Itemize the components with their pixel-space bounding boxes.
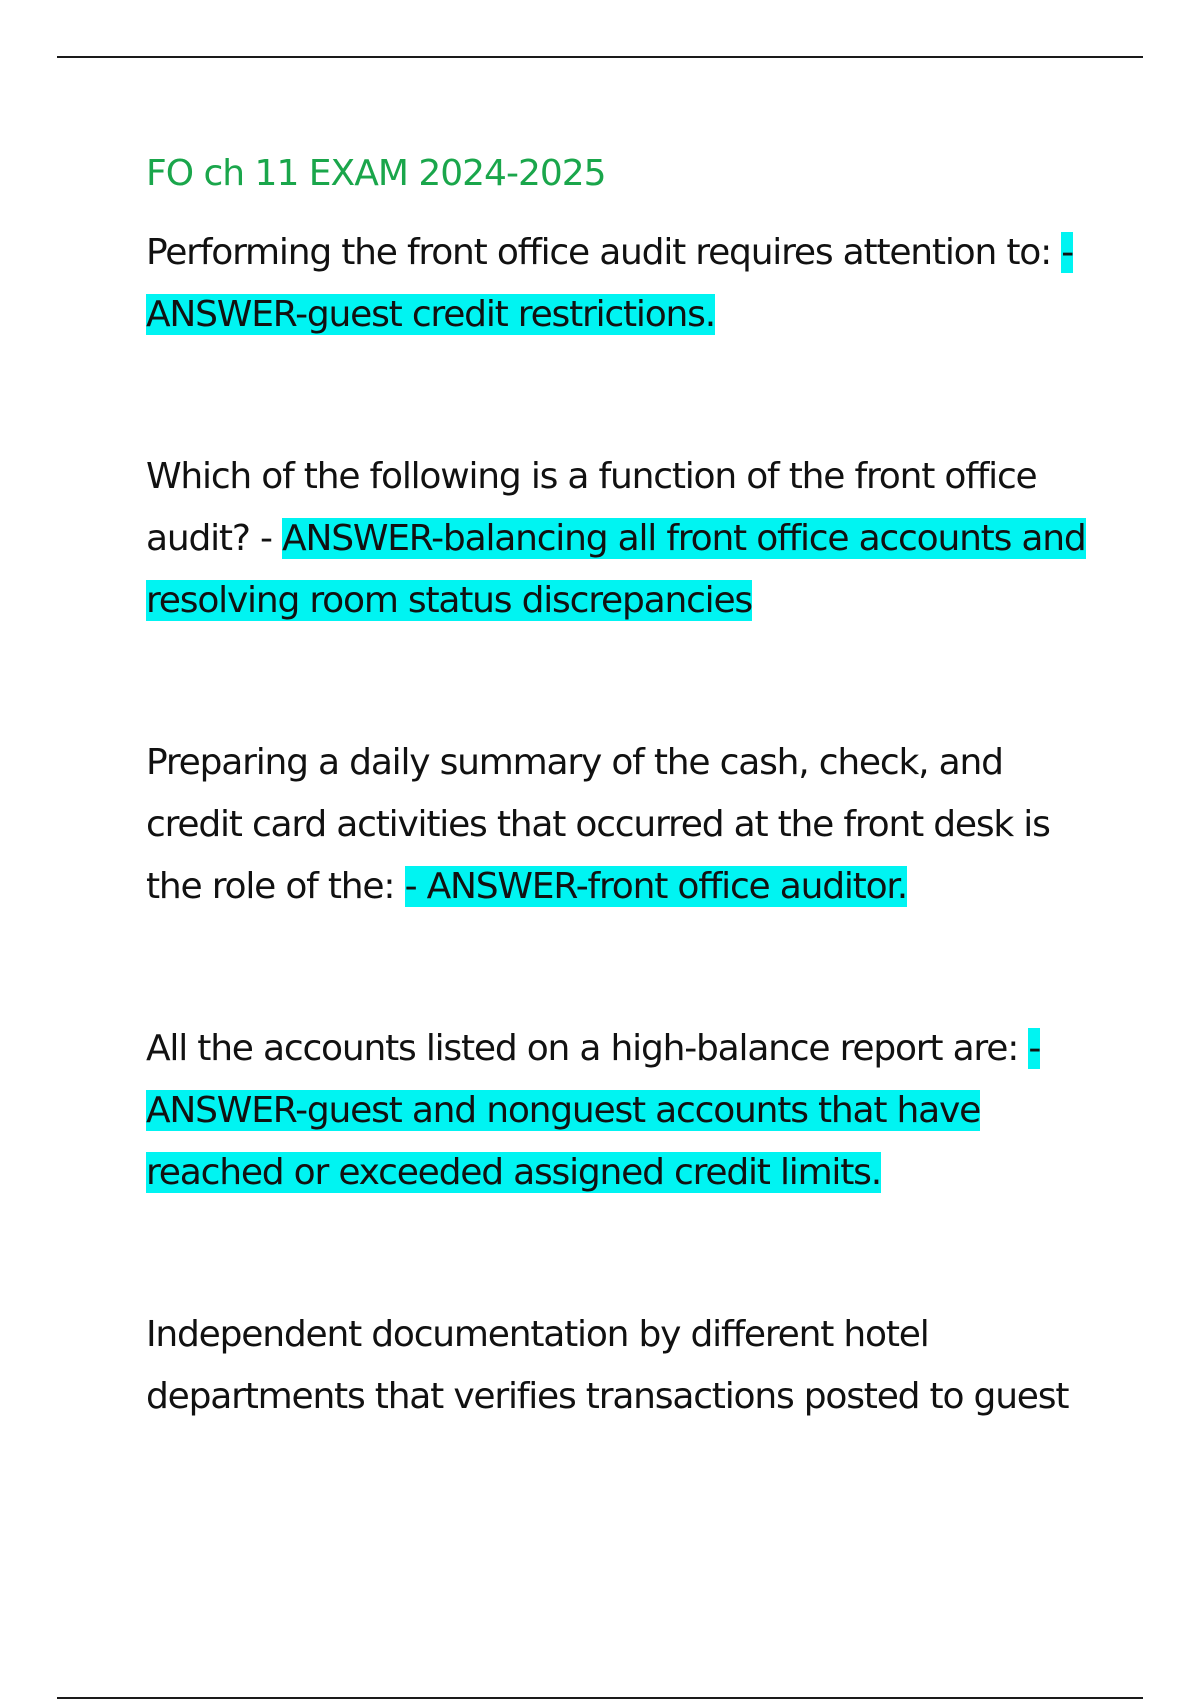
header-rule <box>57 56 1143 58</box>
document-body <box>146 150 1096 1428</box>
qa-item-3 <box>146 732 1096 918</box>
qa-item-2 <box>146 446 1096 632</box>
footer-rule <box>57 1697 1143 1699</box>
question-text: Performing the front office audit requires attention to: <box>146 232 1062 273</box>
answer-highlight: - ANSWER-front office auditor. <box>404 866 907 907</box>
qa-item-1 <box>146 222 1096 346</box>
answer-highlight: - ANSWER-guest and nonguest accounts that have reached or exceeded assigned credit limits. <box>146 1028 1041 1193</box>
answer-highlight: ANSWER-balancing all front office accounts and resolving room status discrepancies <box>146 518 1086 621</box>
qa-item-5 <box>146 1304 1096 1428</box>
answer-highlight: - ANSWER-guest credit restrictions. <box>146 232 1074 335</box>
question-text: Preparing a daily summary of the cash, check, and credit card activities that occurred at the front desk is the role of the: <box>146 742 1050 907</box>
question-text: Which of the following is a function of the front office audit? - <box>146 456 1037 559</box>
question-text: All the accounts listed on a high-balance report are: <box>146 1028 1029 1069</box>
document-title: FO ch 11 EXAM 2024-2025 <box>146 153 606 194</box>
question-text: Independent documentation by different hotel departments that verifies transactions posted to guest <box>146 1314 1069 1417</box>
qa-item-4 <box>146 1018 1096 1204</box>
